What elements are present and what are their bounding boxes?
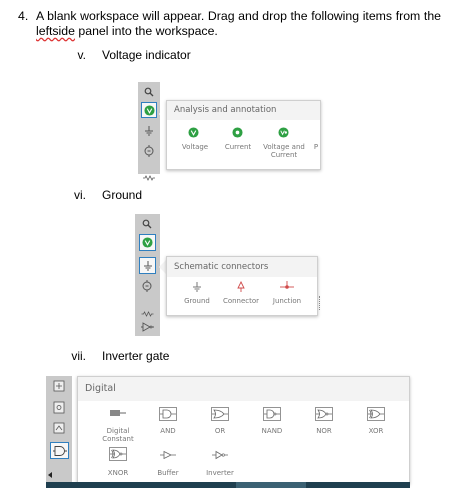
sidebar-probe-button[interactable] <box>139 234 156 251</box>
sidebar-probe-button[interactable] <box>141 102 157 118</box>
tile-label: Voltage and Current <box>263 143 305 159</box>
resistor-icon[interactable] <box>141 302 154 308</box>
current-probe-icon <box>232 127 243 138</box>
source-icon[interactable] <box>140 279 154 293</box>
flyout-pointer <box>159 107 166 121</box>
tile-label: OR <box>214 427 226 435</box>
buffer-icon <box>159 450 177 460</box>
tile-label: XOR <box>368 427 384 435</box>
analysis-flyout-panel <box>166 100 321 170</box>
screenshot-digital-panel <box>46 376 410 488</box>
voltage-probe-icon <box>188 127 199 138</box>
step-4-instruction <box>18 9 441 39</box>
panel-title: Schematic connectors <box>167 257 317 277</box>
screenshot-analysis-panel <box>138 82 321 174</box>
tile-label: Voltage <box>181 143 209 151</box>
tile-label: Current <box>224 143 252 151</box>
subitem-label: Inverter gate <box>102 349 170 363</box>
nor-gate-icon <box>315 407 333 421</box>
tile-label: Ground <box>184 297 210 305</box>
step-text-squiggle: leftside <box>36 24 75 38</box>
search-icon[interactable] <box>140 217 154 231</box>
tile-label: Connector <box>222 297 260 305</box>
collapse-arrow-icon[interactable] <box>48 472 52 478</box>
step-text-pre: A blank workspace will appear. Drag and drop the following items from the <box>36 9 441 23</box>
digital-constant-icon <box>108 407 128 419</box>
ground-icon <box>142 260 154 272</box>
subitem-label: Ground <box>102 188 143 202</box>
inverter-icon <box>211 450 229 460</box>
connectors-flyout-panel <box>166 256 318 316</box>
digital-gate-icon <box>52 445 67 457</box>
panel-title: Analysis and annotation <box>167 101 320 120</box>
xor-gate-icon <box>367 407 385 421</box>
ground-icon[interactable] <box>142 124 156 138</box>
subitem-numeral: v. <box>77 48 86 62</box>
nand-gate-icon <box>263 407 281 421</box>
tile-label: NOR <box>316 427 332 435</box>
chip-icon[interactable] <box>51 379 67 393</box>
tile-label: Inverter <box>206 469 234 477</box>
step-number: 4. <box>18 9 29 23</box>
search-icon[interactable] <box>142 85 156 99</box>
bottom-scrollbar[interactable] <box>46 482 410 488</box>
ground-icon <box>191 281 203 293</box>
source-icon[interactable] <box>142 144 156 158</box>
or-gate-icon <box>211 407 229 421</box>
tile-label: Buffer <box>157 469 179 477</box>
canvas-edge <box>319 296 321 310</box>
flyout-pointer <box>159 260 166 274</box>
module-icon[interactable] <box>51 400 67 414</box>
digital-flyout-panel <box>77 376 410 484</box>
probe-icon <box>144 105 155 116</box>
sidebar-ground-button[interactable] <box>139 257 156 274</box>
tile-label: Digital Constant <box>102 427 134 443</box>
cut-off-label: P <box>313 143 319 151</box>
and-gate-icon <box>159 407 177 421</box>
voltage-current-probe-icon <box>278 127 289 138</box>
connector-icon <box>235 281 247 293</box>
probe-icon <box>142 237 153 248</box>
subitem-label: Voltage indicator <box>102 48 191 62</box>
subitem-numeral: vi. <box>74 188 86 202</box>
inverter-icon[interactable] <box>140 318 154 330</box>
tile-label: NAND <box>261 427 283 435</box>
relay-icon[interactable] <box>51 421 67 435</box>
subitem-numeral: vii. <box>71 349 86 363</box>
screenshot-connectors-panel <box>135 214 321 336</box>
junction-icon <box>280 281 294 293</box>
xnor-gate-icon <box>109 447 127 461</box>
tile-label: XNOR <box>107 469 129 477</box>
panel-title: Digital <box>78 377 409 401</box>
scrollbar-thumb[interactable] <box>236 482 306 488</box>
resistor-icon[interactable] <box>143 166 155 172</box>
tile-label: Junction <box>272 297 302 305</box>
tile-label: AND <box>160 427 176 435</box>
sidebar-digital-button[interactable] <box>50 442 69 459</box>
step-text-post: panel into the workspace. <box>74 24 218 38</box>
